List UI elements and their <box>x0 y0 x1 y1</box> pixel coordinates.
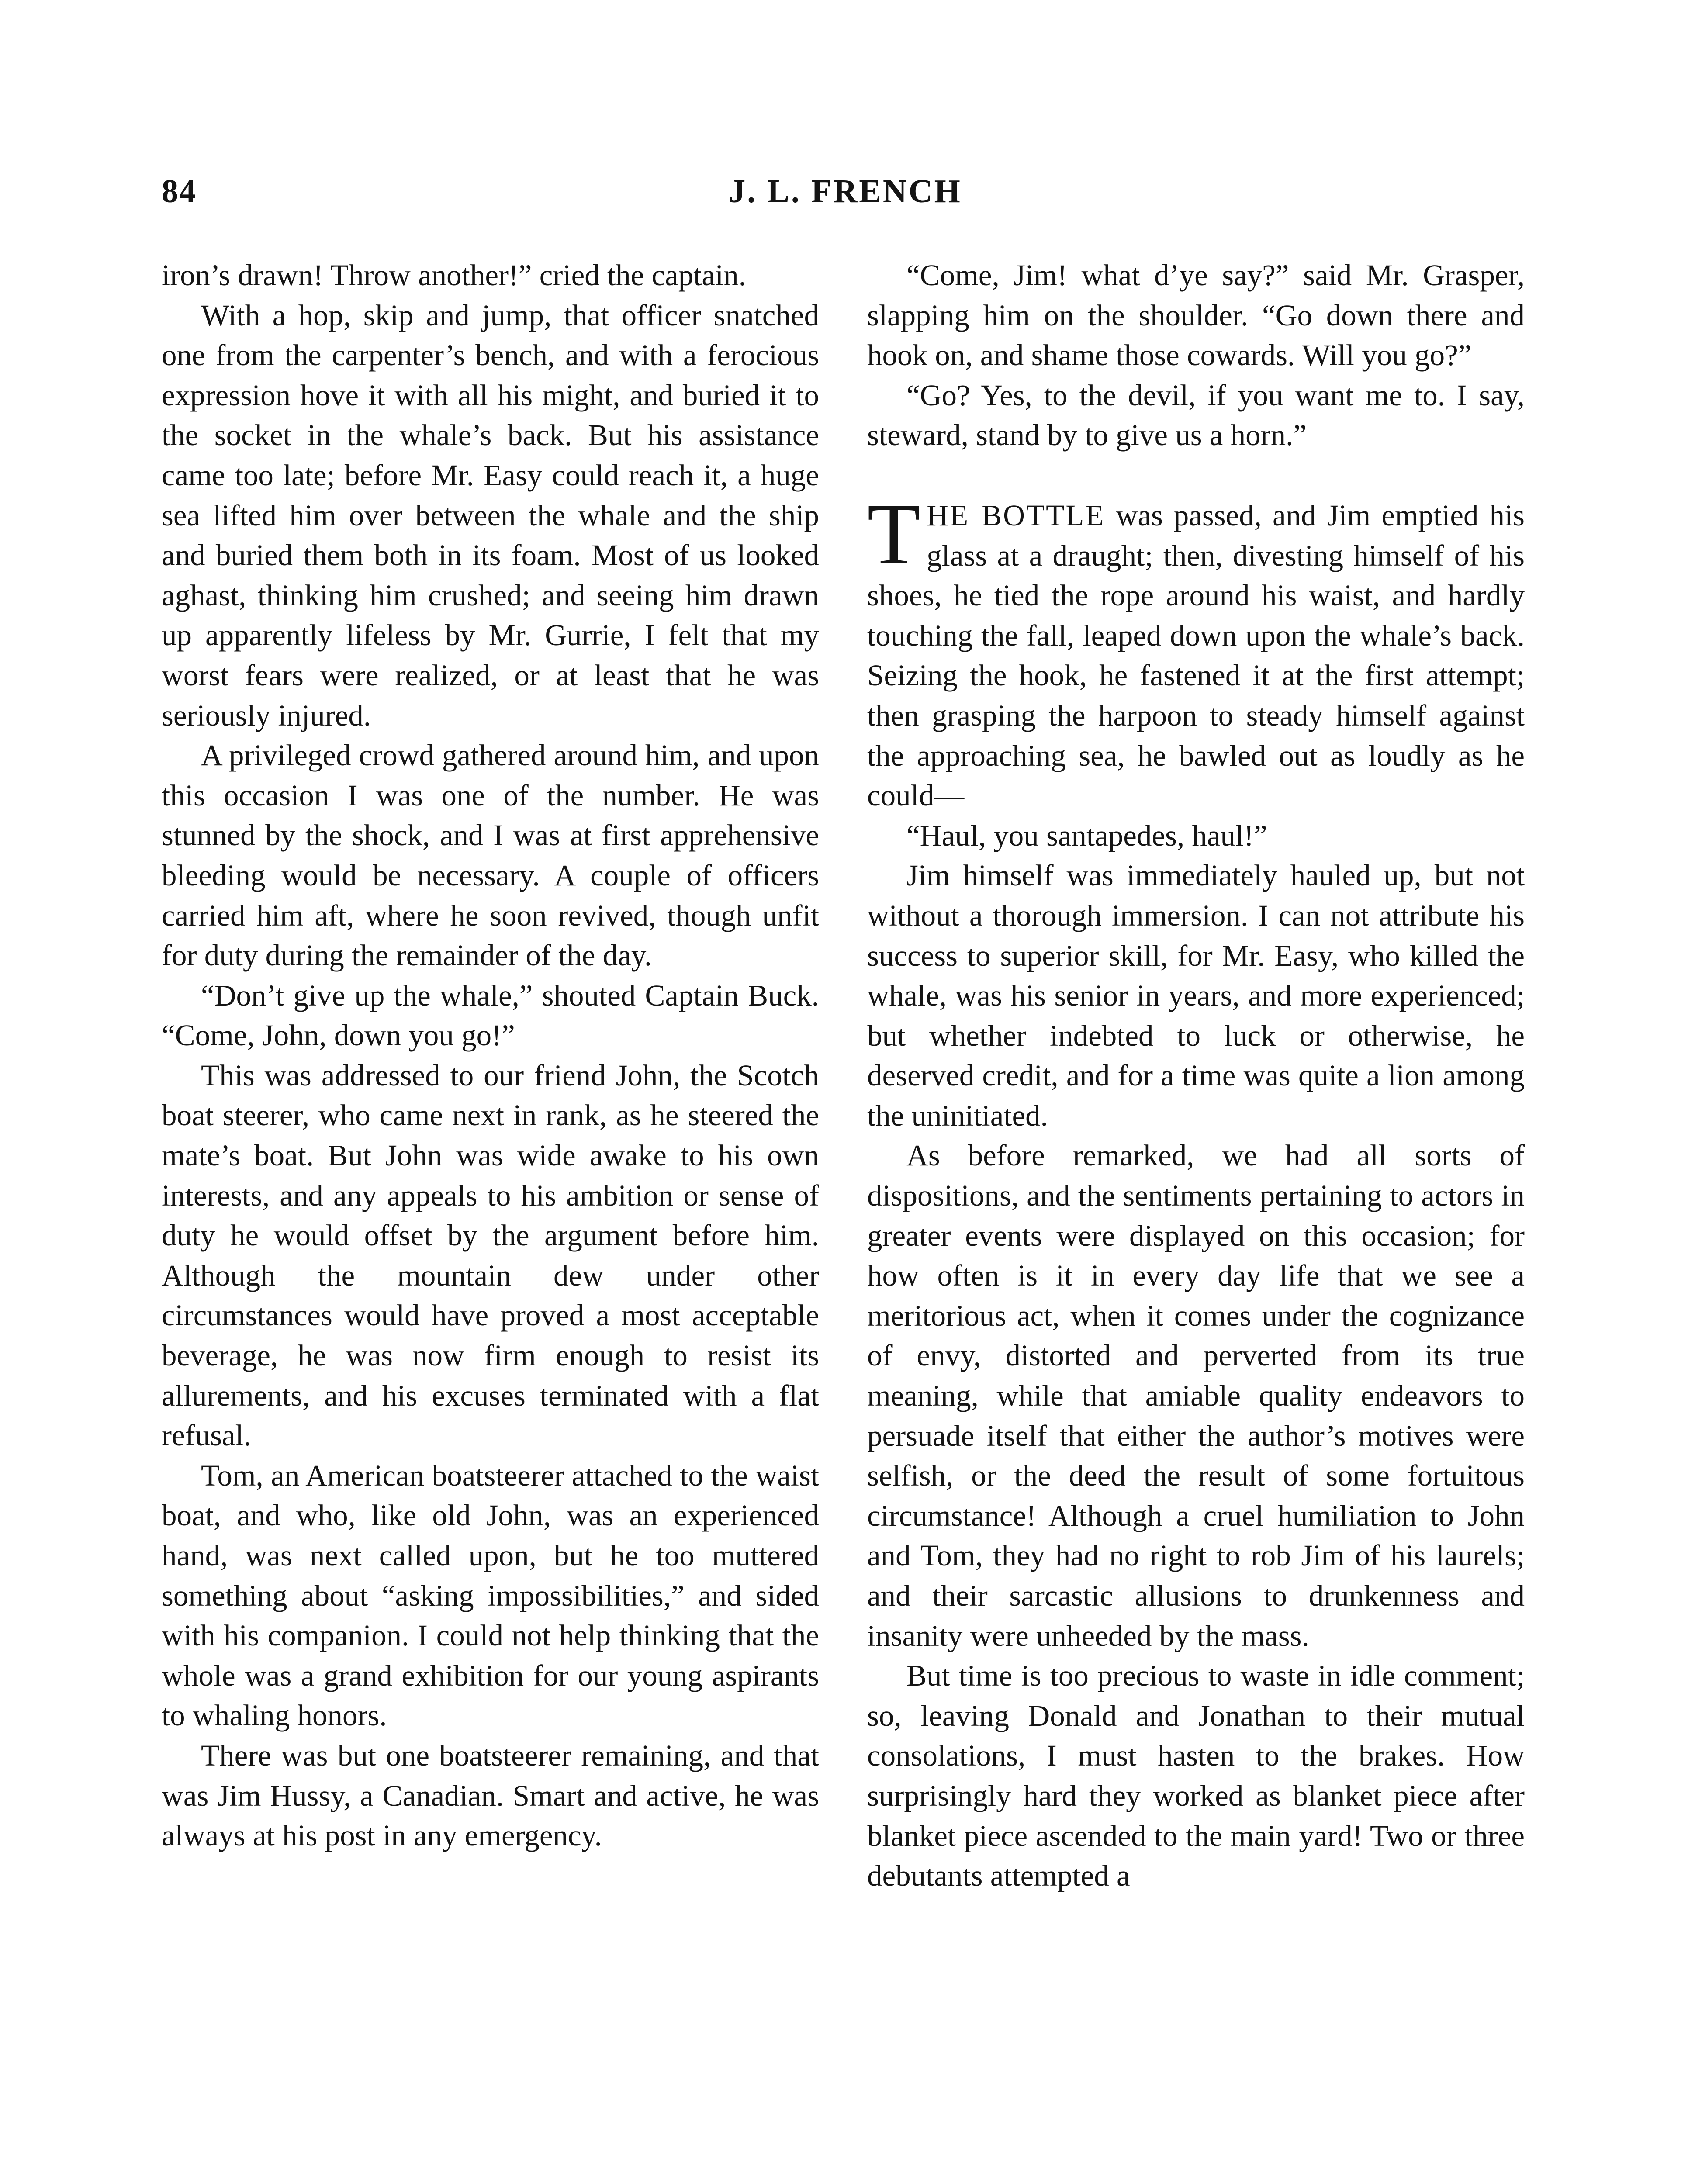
paragraph: With a hop, skip and jump, that officer snatched one from the carpenter’s bench, and with a ferocious expression hove it with all his might, and buried it to the socket in the whale’s back. But his assistance came too late; before Mr. Easy could reach it, a huge sea lifted him over between the whale and the ship and buried them both in its foam. Most of us looked aghast, thinking him crushed; and seeing him drawn up apparently lifeless by Mr. Gurrie, I felt that my worst fears were realized, or at least that he was seriously injured. <box>162 298 819 732</box>
paragraph: This was addressed to our friend John, the Scotch boat steerer, who came next in rank, as he steered the mate’s boat. But John was wide awake to his own interests, and any appeals to his ambition or sense of duty he would offset by the argument before him. Although the mountain dew under other circumstances would have proved a most acceptable beverage, he was now firm enough to resist its allurements, and his excuses terminated with a flat refusal. <box>162 1058 819 1452</box>
left-column <box>162 256 819 1856</box>
running-head: J. L. FRENCH <box>729 173 962 210</box>
drop-cap: T <box>867 486 921 583</box>
paragraph: But time is too precious to waste in idle comment; so, leaving Donald and Jonathan to their mutual consolations, I must hasten to the brakes. How surprisingly hard they worked as blanket piece after blanket piece ascended to the main yard! Two or three debutants attempted a <box>867 1659 1525 1893</box>
paragraph: “Haul, you santapedes, haul!” <box>906 819 1267 852</box>
small-caps-lead: HE BOTTLE <box>927 498 1105 532</box>
section-opening-paragraph <box>867 486 1525 816</box>
paragraph: “Go? Yes, to the devil, if you want me to. I say, steward, stand by to give us a horn.” <box>867 378 1525 452</box>
paragraph: Tom, an American boatsteerer attached to the waist boat, and who, like old John, was an experienced hand, was next called upon, but he too muttered something about “asking impossibilities,” and sided with his companion. I could not help thinking that the whole was a grand exhibition for our young aspirants to whaling honors. <box>162 1458 819 1732</box>
paragraph: “Don’t give up the whale,” shouted Captain Buck. “Come, John, down you go!” <box>162 978 819 1052</box>
paragraph-text: was passed, and Jim emptied his glass at a draught; then, divesting himself of his shoes, he tied the rope around his waist, and hardly touching the fall, leaped down upon the whale’s back. Seizing the hook, he fastened it at the first attempt; then grasping the harpoon to steady himself against the approaching sea, he bawled out as loudly as he could— <box>867 498 1525 812</box>
paragraph: “Come, Jim! what d’ye say?” said Mr. Grasper, slapping him on the shoulder. “Go down there and hook on, and shame those cowards. Will you go?” <box>867 259 1525 372</box>
paragraph: iron’s drawn! Throw another!” cried the captain. <box>162 259 746 292</box>
page-number: 84 <box>162 173 197 210</box>
paragraph: There was but one boatsteerer remaining, and that was Jim Hussy, a Canadian. Smart and active, he was always at his post in any emergency. <box>162 1738 819 1852</box>
paragraph: A privileged crowd gathered around him, and upon this occasion I was one of the number. He was stunned by the shock, and I was at first apprehensive bleeding would be necessary. A couple of officers carried him aft, where he soon revived, though unfit for duty during the remainder of the day. <box>162 739 819 972</box>
page-header <box>157 173 1533 225</box>
paragraph: As before remarked, we had all sorts of dispositions, and the sentiments pertaining to actors in greater events were displayed on this occasion; for how often is it in every day life that we see a meritorious act, when it comes under the cognizance of envy, distorted and perverted from its true meaning, while that amiable quality endeavors to persuade itself that either the author’s motives were selfish, or the deed the result of some fortuitous circumstance! Although a cruel humiliation to John and Tom, they had no right to rob Jim of his laurels; and their sarcastic allusions to drunkenness and insanity were unheeded by the mass. <box>867 1139 1525 1652</box>
paragraph: Jim himself was immediately hauled up, but not without a thorough immersion. I can not attribute his success to superior skill, for Mr. Easy, who killed the whale, was his senior in years, and more experienced; but whether indebted to luck or otherwise, he deserved credit, and for a time was quite a lion among the uninitiated. <box>867 859 1525 1132</box>
right-column <box>867 256 1525 1896</box>
